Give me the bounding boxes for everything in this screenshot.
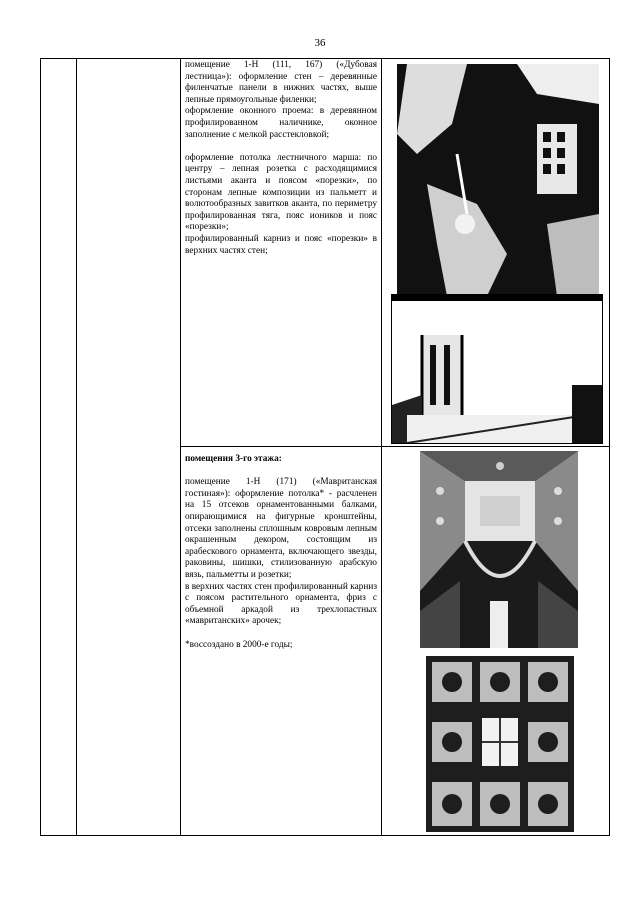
section2-heading: помещения 3-го этажа: xyxy=(185,454,282,464)
table-row-divider xyxy=(180,446,610,447)
section2-paragraph: в верхних частях стен профилированный карниз с поясом растительного орнамента, фриз с объемной аркадой из трехлопастных «мавританских» арочек; xyxy=(185,581,377,627)
table-divider-1 xyxy=(76,58,77,836)
section1-paragraph: профилированный карниз и пояс «порезки» в верхних частях стен; xyxy=(185,233,377,256)
section2-text xyxy=(185,454,377,651)
table-border-bottom xyxy=(40,835,610,836)
section1-paragraph: помещение 1-Н (111, 167) («Дубовая лестница»): оформление стен – деревянные филенчатые панели в нижних частях, выше лепные прямоугольные филенки; xyxy=(185,60,377,105)
moorish-ceiling-photo xyxy=(420,451,578,648)
staircase-photo xyxy=(397,64,599,296)
section2-paragraph: помещение 1-Н (171) («Мавританская гостиная»): оформление потолка* - расчленен на 15 отсеков орнаментованными балками, опирающимися на фигурные кронштейны, отсеки заполнены сплошным ковровым лепным окрашенным декором, состоящим из арабескового орнамента, включающего звезды, раковины, шишки, стилизованную арабскую вязь, пальметты и розетки; xyxy=(185,477,377,580)
section1-paragraph: оформление оконного проема: в деревянном профилированном наличнике, оконное заполнение с мелкой расстекловкой; xyxy=(185,106,377,140)
page-number: 36 xyxy=(314,37,326,49)
table-border-right xyxy=(609,58,610,836)
table-divider-3 xyxy=(381,58,382,836)
heritage-table xyxy=(40,58,610,836)
section1-paragraph: оформление потолка лестничного марша: по центру – лепная розетка с расходящимися листьями аканта и поясом «порезки», по сторонам лепные композиции из пальметт и волютообразных завитков аканта, по периметру профилированная тяга, пояс иоников и пояс «порезки»; xyxy=(185,152,377,233)
table-divider-2 xyxy=(180,58,181,836)
window-photo xyxy=(391,294,603,444)
table-border-top xyxy=(40,58,610,59)
section2-paragraph: *воссоздано в 2000-е годы; xyxy=(185,639,293,650)
ornament-detail-photo xyxy=(426,656,574,832)
table-border-left xyxy=(40,58,41,836)
section1-text xyxy=(185,60,377,257)
